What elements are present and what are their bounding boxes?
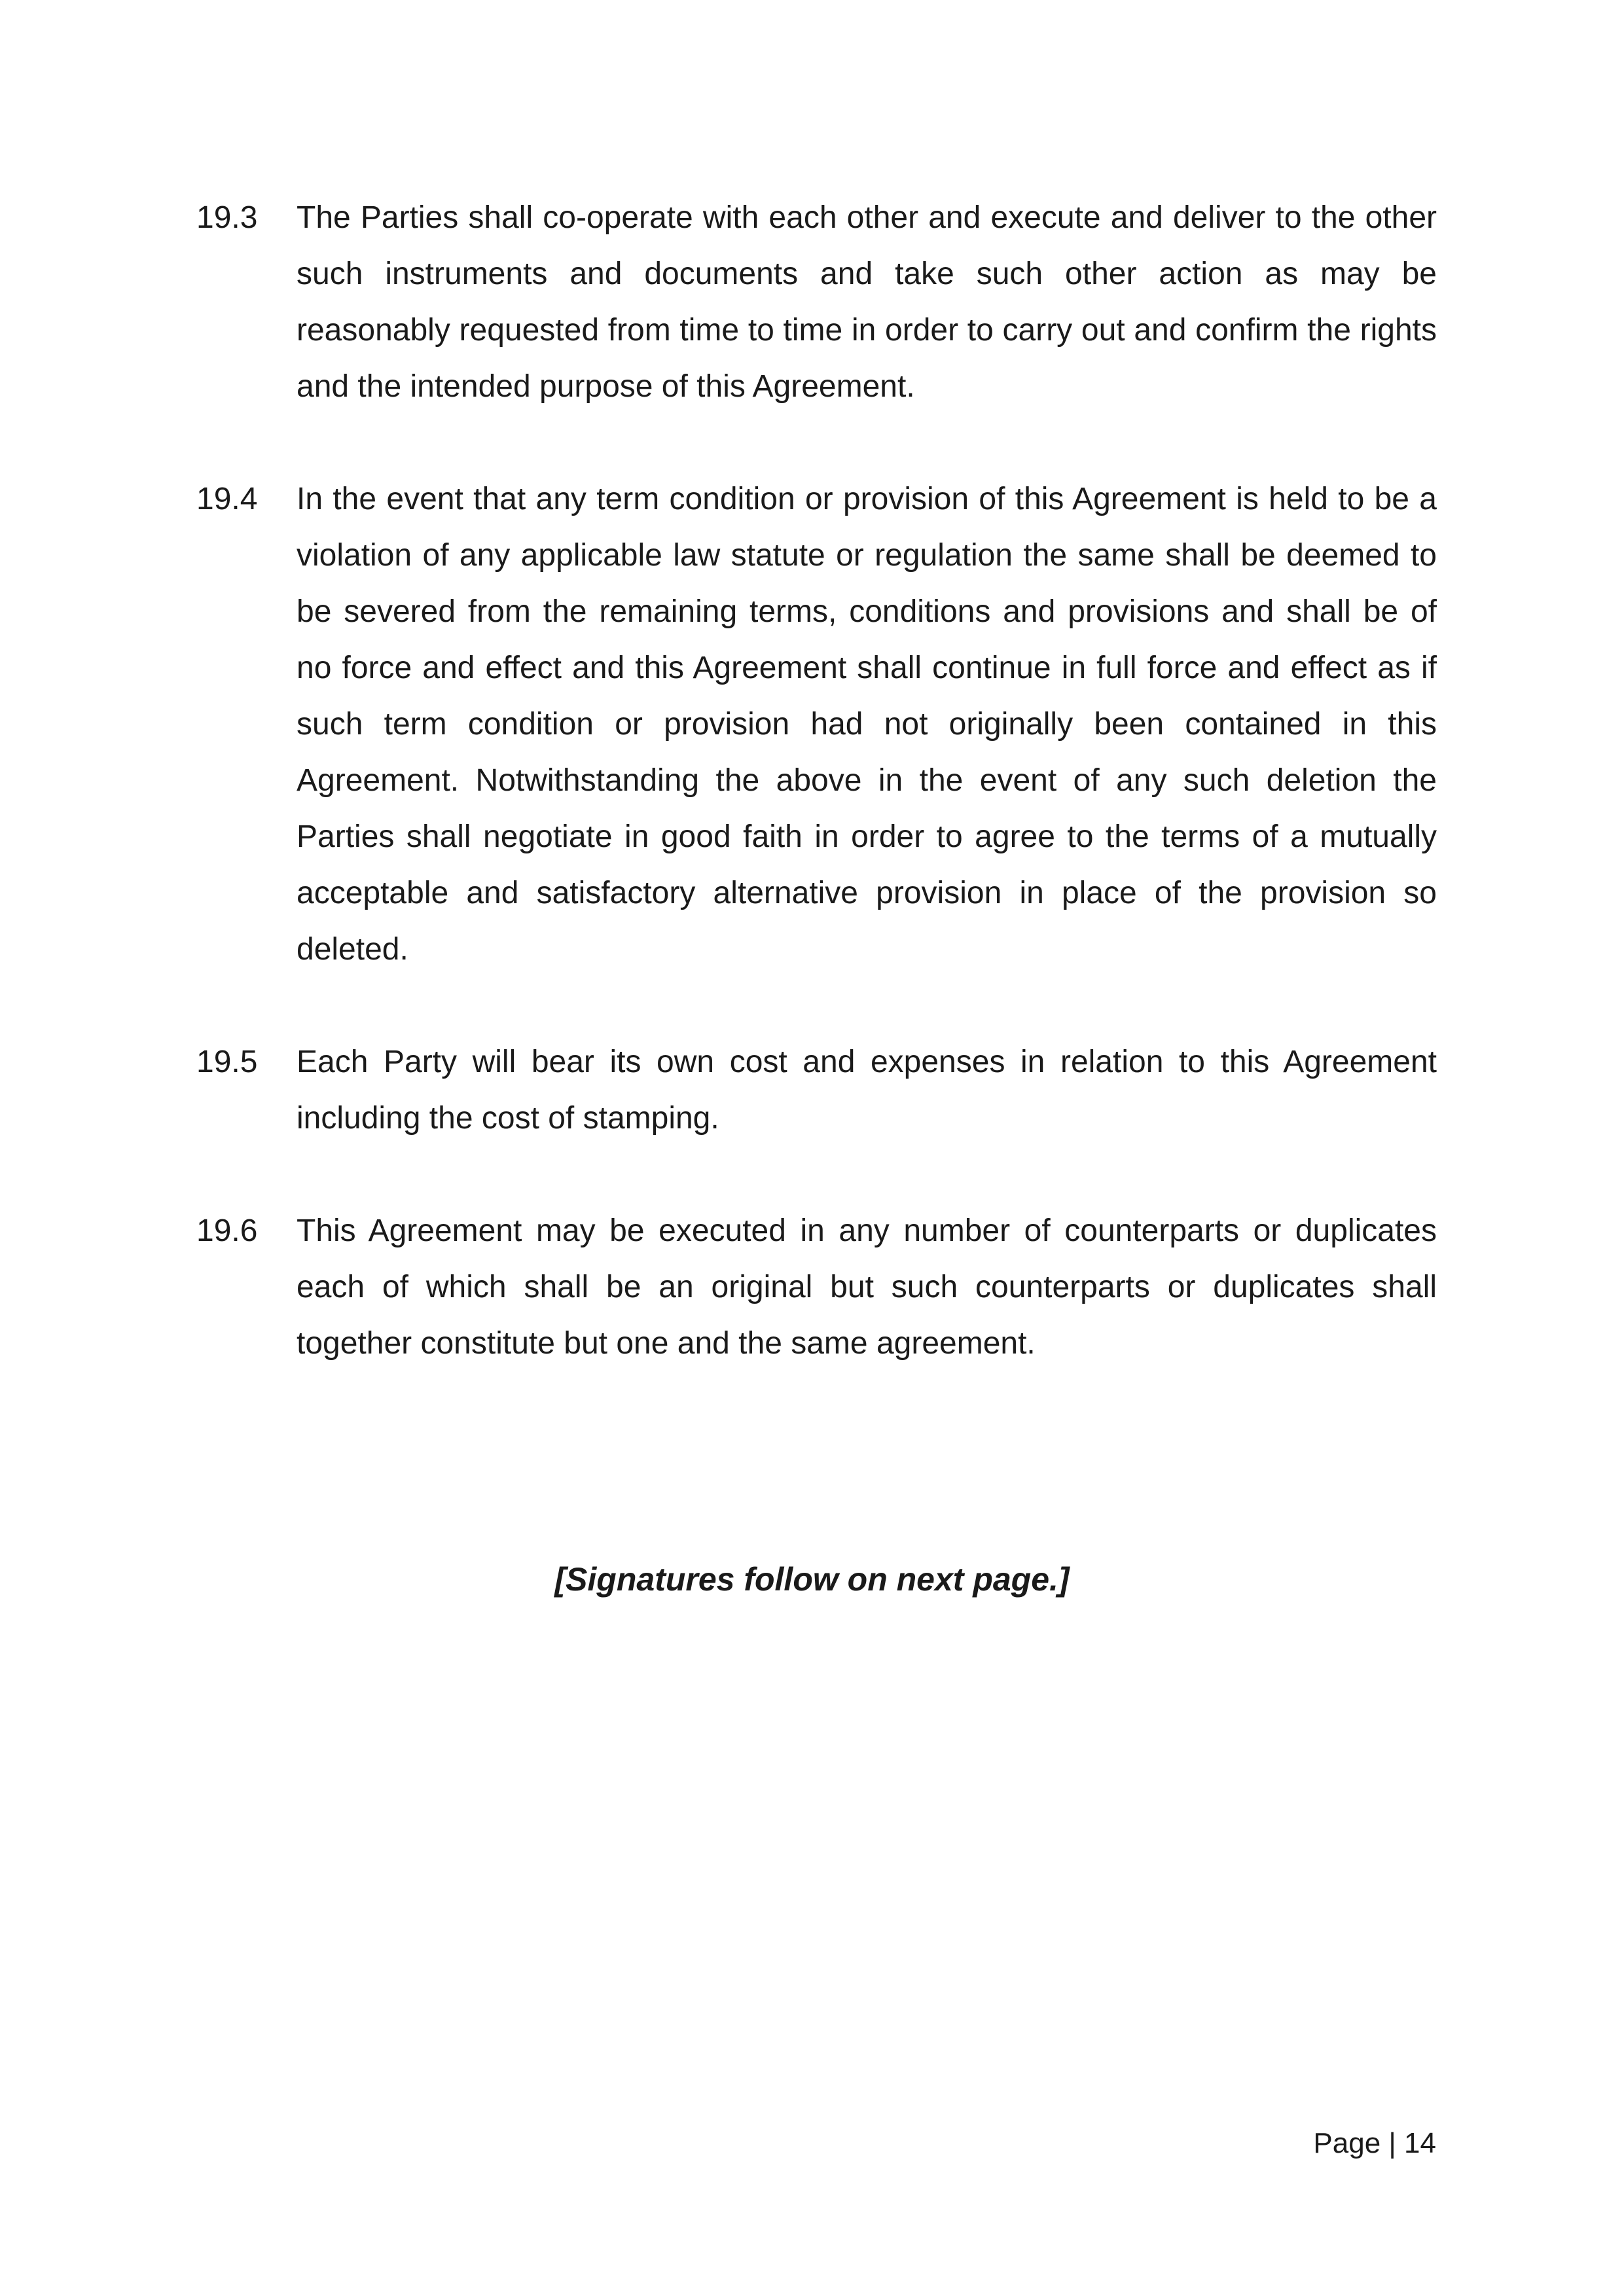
clause-number: 19.4	[196, 482, 258, 516]
clause-19-3	[196, 190, 1437, 415]
clause-text: The Parties shall co-operate with each other and execute and deliver to the other such instruments and documents and take such other action as may be reasonably requested from time to time in order to carry out and confirm the rights and the intended purpose of this Agreement.	[297, 200, 1437, 404]
clause-text: Each Party will bear its own cost and expenses in relation to this Agreement including the cost of stamping.	[297, 1045, 1437, 1136]
clause-number: 19.6	[196, 1213, 258, 1248]
clause-19-5	[196, 1034, 1437, 1147]
clause-text: This Agreement may be executed in any number of counterparts or duplicates each of which shall be an original but such counterparts or duplicates shall together constitute but one and the same agreement.	[297, 1213, 1437, 1361]
clause-number: 19.5	[196, 1045, 258, 1079]
page-number: Page | 14	[1313, 2127, 1436, 2159]
signatures-note: [Signatures follow on next page.]	[554, 1561, 1070, 1598]
clause-19-6	[196, 1203, 1437, 1372]
clause-19-4	[196, 471, 1437, 978]
clause-list	[196, 190, 1437, 1428]
clause-number: 19.3	[196, 200, 258, 235]
clause-text: In the event that any term condition or provision of this Agreement is held to be a violation of any applicable law statute or regulation the same shall be deemed to be severed from the remaining terms, conditions and provisions and shall be of no force and effect and this Agreement shall continue in full force and effect as if such term condition or provision had not originally been contained in this Agreement. Notwithstanding the above in the event of any such deletion the Parties shall negotiate in good faith in order to agree to the terms of a mutually acceptable and satisfactory alternative provision in place of the provision so deleted.	[297, 482, 1437, 967]
